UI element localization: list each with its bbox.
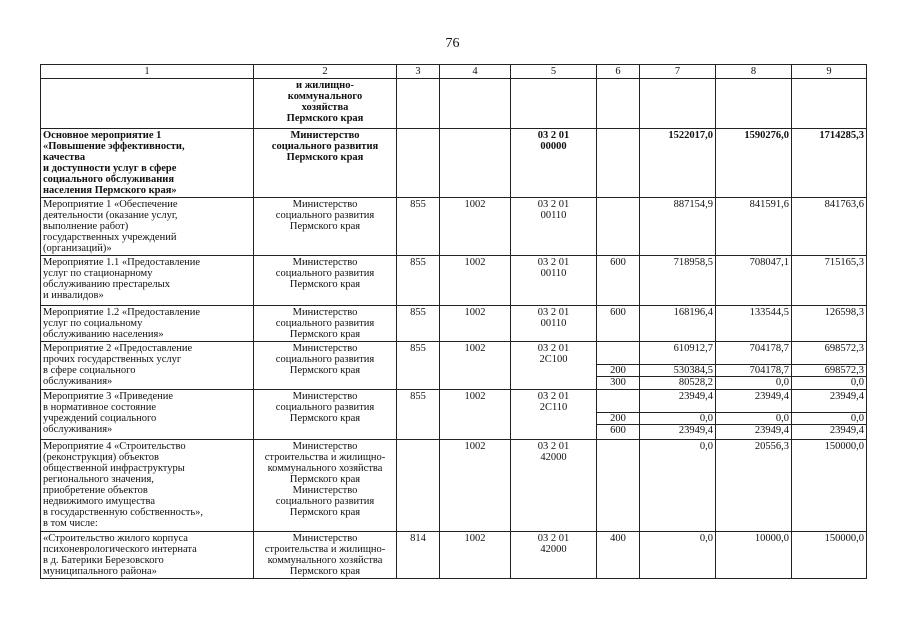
cell-agency: Министерство социального развития Пермского края [254,129,397,198]
cell-name [41,79,254,129]
cell-value: 1714285,3 [792,129,867,198]
cell-name: Мероприятие 3 «Приведение в нормативное состояние учреждений социального обслуживания» [41,390,254,440]
cell-line: 841763,6 [824,199,864,210]
cell-section [440,129,511,198]
cell-name: Мероприятие 1.2 «Предоставление услуг по социальному обслуживанию населения» [41,306,254,342]
cell-line: 0,0 [699,533,713,544]
cell-line: 715165,3 [824,257,864,268]
cell-agency: и жилищно- коммунального хозяйства Пермского края [254,79,397,129]
cell-value [792,342,867,390]
cell-line: 600 [597,424,639,436]
cell-line: 168196,4 [673,307,713,318]
header-cell: 4 [440,65,511,79]
header-row [41,65,867,79]
cell-value [640,198,716,256]
cell-value [792,532,867,579]
cell-line: 23949,4 [829,391,864,402]
header-cell: 9 [792,65,867,79]
cell-type [597,532,640,579]
cell-line: 0,0 [699,441,713,452]
cell-line: 23949,4 [716,424,791,436]
cell-agency: Министерство социального развития Пермского края [254,256,397,306]
cell-name: Основное мероприятие 1 «Повышение эффективности, качества и доступности услуг в сфере социального обслуживания населения Пермского края» [41,129,254,198]
cell-target: 03 2 01 00110 [511,256,597,306]
cell-line: 698572,3 [824,343,864,354]
header-cell: 8 [716,65,792,79]
cell-name: Мероприятие 4 «Строительство (реконструкция) объектов общественной инфраструктуры регионального значения, приобретение объектов недвижимого имущества в государственную собственность», в том числе: [41,440,254,532]
cell-line: 718958,5 [673,257,713,268]
cell-value [716,198,792,256]
table-row [41,342,867,390]
cell-value [716,256,792,306]
cell-line: 0,0 [792,376,866,388]
cell-agency: Министерство социального развития Пермского края [254,198,397,256]
cell-type [597,79,640,129]
cell-type [597,440,640,532]
cell-line: 0,0 [716,376,791,388]
cell-agency: Министерство социального развития Пермского края [254,342,397,390]
continuation-row [41,79,867,129]
cell-name: Мероприятие 1.1 «Предоставление услуг по стационарному обслуживанию престарелых и инвалидов» [41,256,254,306]
cell-line: 200 [597,364,639,376]
cell-line [597,391,639,402]
cell-line: 23949,4 [754,391,789,402]
cell-line: 704178,7 [716,364,791,376]
cell-grbs: 855 [397,256,440,306]
cell-line: 600 [610,257,626,268]
cell-line: 0,0 [640,412,715,424]
cell-line: 23949,4 [640,424,715,436]
cell-target: 03 2 01 00000 [511,129,597,198]
cell-value [792,390,867,440]
page-number: 76 [445,36,460,51]
cell-line: 887154,9 [673,199,713,210]
main-activity-row [41,129,867,198]
cell-agency: Министерство социального развития Пермского края [254,306,397,342]
cell-line: 708047,1 [749,257,789,268]
cell-line: 80528,2 [640,376,715,388]
cell-line: 126598,3 [824,307,864,318]
cell-line: 20556,3 [754,441,789,452]
cell-grbs: 855 [397,342,440,390]
header-cell: 7 [640,65,716,79]
cell-type [597,129,640,198]
cell-value [792,79,867,129]
cell-agency: Министерство социального развития Пермского края [254,390,397,440]
cell-line: 0,0 [716,412,791,424]
cell-value [792,198,867,256]
cell-type [597,390,640,440]
cell-value [716,306,792,342]
cell-section: 1002 [440,256,511,306]
cell-target: 03 2 01 00110 [511,306,597,342]
cell-value [716,390,792,440]
cell-value [716,532,792,579]
cell-type [597,342,640,390]
cell-target: 03 2 01 00110 [511,198,597,256]
cell-section: 1002 [440,198,511,256]
cell-target: 03 2 01 2С100 [511,342,597,390]
cell-value [716,342,792,390]
cell-line: 23949,4 [792,424,866,436]
cell-line: 150000,0 [824,441,864,452]
header-cell: 5 [511,65,597,79]
header-cell: 6 [597,65,640,79]
cell-grbs [397,79,440,129]
cell-line: 0,0 [792,412,866,424]
table-row [41,532,867,579]
cell-value [792,440,867,532]
cell-value [640,256,716,306]
cell-value [792,256,867,306]
cell-value [640,79,716,129]
cell-target [511,79,597,129]
cell-value: 1522017,0 [640,129,716,198]
cell-line: 704178,7 [749,343,789,354]
cell-type [597,306,640,342]
cell-type [597,198,640,256]
cell-value [640,306,716,342]
cell-line: 400 [610,533,626,544]
table-row [41,198,867,256]
header-cell: 3 [397,65,440,79]
table-row [41,256,867,306]
cell-value: 1590276,0 [716,129,792,198]
header-cell: 2 [254,65,397,79]
cell-line: 600 [610,307,626,318]
cell-value [716,440,792,532]
cell-line: 150000,0 [824,533,864,544]
cell-line: 698572,3 [792,364,866,376]
table-row [41,306,867,342]
cell-grbs: 855 [397,390,440,440]
cell-line: 23949,4 [678,391,713,402]
cell-value [640,390,716,440]
cell-line: 200 [597,412,639,424]
cell-value [640,342,716,390]
cell-line: 300 [597,376,639,388]
cell-section: 1002 [440,306,511,342]
cell-grbs: 855 [397,306,440,342]
cell-section: 1002 [440,440,511,532]
cell-target: 03 2 01 42000 [511,440,597,532]
header-cell: 1 [41,65,254,79]
table-row [41,390,867,440]
cell-target: 03 2 01 42000 [511,532,597,579]
cell-name: Мероприятие 2 «Предоставление прочих государственных услуг в сфере социального обслуживания» [41,342,254,390]
cell-type [597,256,640,306]
cell-grbs: 855 [397,198,440,256]
cell-agency: Министерство строительства и жилищно- коммунального хозяйства Пермского края Министерство социального развития Пермского края [254,440,397,532]
cell-line: 133544,5 [749,307,789,318]
cell-line: 610912,7 [673,343,713,354]
cell-agency: Министерство строительства и жилищно- коммунального хозяйства Пермского края [254,532,397,579]
cell-section [440,79,511,129]
cell-value [640,532,716,579]
cell-grbs: 814 [397,532,440,579]
cell-line: 841591,6 [749,199,789,210]
cell-line [597,343,639,354]
cell-line [597,441,639,452]
cell-name: Мероприятие 1 «Обеспечение деятельности (оказание услуг, выполнение работ) государственных учреждений (организаций)» [41,198,254,256]
cell-line [597,199,639,210]
cell-name: «Строительство жилого корпуса психоневрологического интерната в д. Батерики Березовского муниципального района» [41,532,254,579]
cell-target: 03 2 01 2С110 [511,390,597,440]
cell-line: 530384,5 [640,364,715,376]
cell-value [792,306,867,342]
cell-section: 1002 [440,390,511,440]
cell-grbs [397,129,440,198]
cell-value [640,440,716,532]
cell-line: 10000,0 [754,533,789,544]
cell-value [716,79,792,129]
cell-section: 1002 [440,342,511,390]
cell-section: 1002 [440,532,511,579]
table-row [41,440,867,532]
cell-grbs [397,440,440,532]
budget-table [40,64,867,579]
